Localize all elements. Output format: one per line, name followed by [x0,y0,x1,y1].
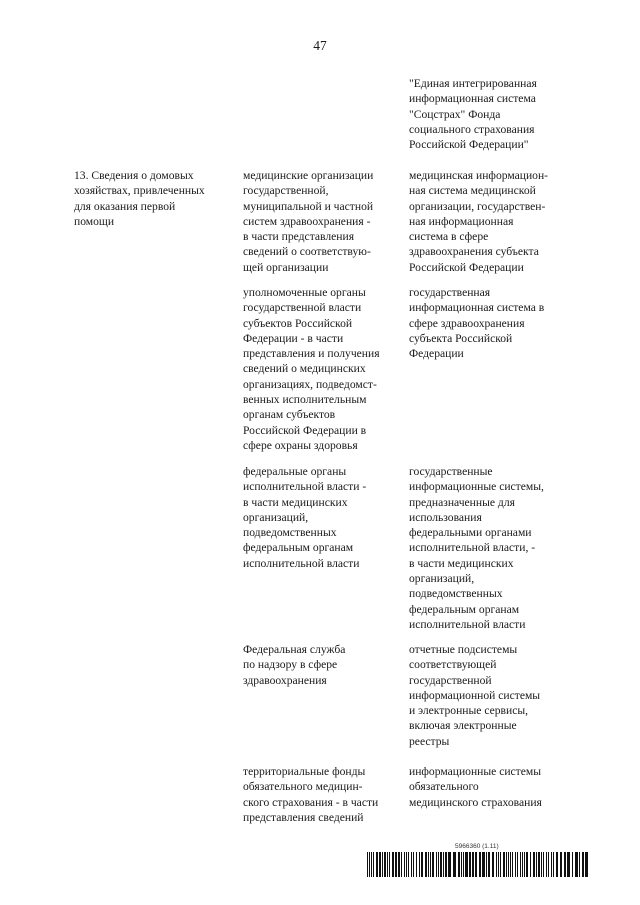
entry-provider: медицинские организации государственной, муниципальной и частной систем здравоохранения - в части представления сведений о соответствую- щей организации [243,169,374,274]
entry-system: отчетные подсистемы соответствующей государственной информационной системы и электронные сервисы, включая электронные реестры [409,643,541,748]
entry-system: медицинская информацион- ная система медицинской организации, государствен- ная информационная система в сфере здравоохранения субъекта Российской Федерации [409,169,549,274]
barcode-icon [367,852,589,877]
document-code: 5966360 (1.11) [455,843,499,850]
entry-provider: территориальные фонды обязательного медицин- ского страхования - в части представления сведений [243,765,379,824]
entry-provider: федеральные органы исполнительной власти - в части медицинских организаций, подведомственных федеральным органам исполнительной власти [243,465,367,570]
entry-provider: уполномоченные органы государственной власти субъектов Российской Федерации - в части представления и получения сведений о медицинских организациях, подведомст- венных исполнительным органам субъектов Российской Федерации в сфере охраны здоровья [243,286,380,452]
entry-provider: Федеральная служба по надзору в сфере здравоохранения [243,643,346,687]
entry-system: информационные системы обязательного медицинского страхования [409,765,542,809]
entry-system: государственные информационные системы, предназначенные для использования федеральными органами исполнительной власти, - в части медицинских организаций, подведомственных федеральным органам исполнительной власти [409,465,544,631]
page-number: 47 [313,38,327,53]
row-label: 13. Сведения о домовых хозяйствах, привлеченных для оказания первой помощи [74,169,205,228]
entry-system: государственная информационная система в сфере здравоохранения субъекта Российской Федерации [409,286,545,361]
system-column-header: "Единая интегрированная информационная система "Соцстрах" Фонда социального страхования Российской Федерации" [409,77,537,152]
